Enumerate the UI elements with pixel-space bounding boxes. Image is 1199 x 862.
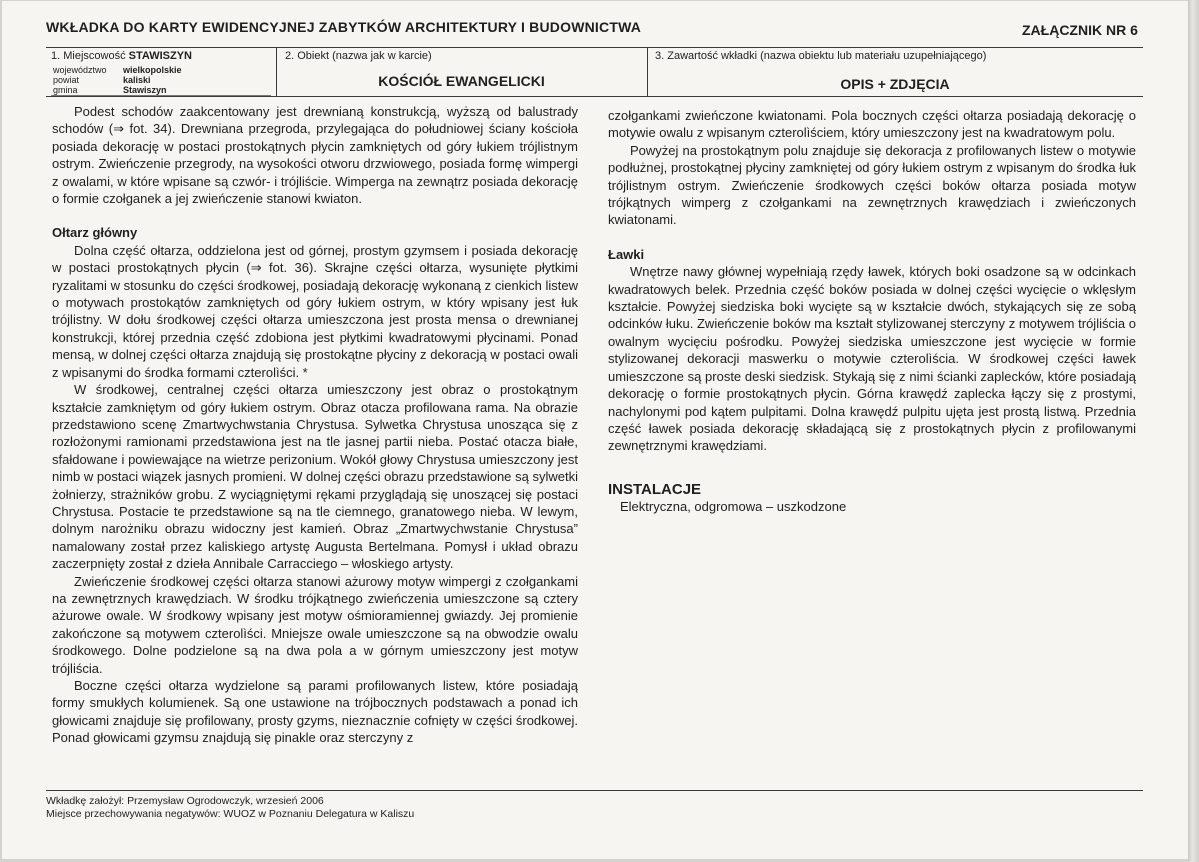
left-paragraph-5: Boczne części ołtarza wydzielone są parami profilowanych listew, które posiadają formy smukłych kolumienek. Są one ustawione na trójbocznych podstawach a ponad ich głowicami znajduje się profilowany, prosty gzyms, nieznacznie cofnięty w części środkowej. Ponad głowicami gzymsu znajdują się pinakle oraz sterczyny z — [52, 678, 578, 746]
field-location — [51, 50, 192, 62]
heading-main-altar: Ołtarz główny — [52, 225, 138, 241]
commune-value: Stawiszyn — [123, 85, 167, 95]
commune-underline — [51, 95, 271, 96]
field-object-value: KOŚCIÓŁ EWANGELICKI — [378, 73, 545, 89]
field-content-label: 3. Zawartość wkładki (nazwa obiektu lub materiału uzupełniającego) — [655, 50, 987, 62]
installations-text: Elektryczna, odgromowa – uszkodzone — [620, 499, 847, 515]
scan-edge — [1188, 0, 1199, 862]
footer-storage: Miejsce przechowywania negatywów: WUOZ w Poznaniu Delegatura w Kaliszu — [46, 808, 415, 820]
right-paragraph-3: Wnętrze nawy głównej wypełniają rzędy ławek, których boki osadzone są w odcinkach kwadratowych belek. Przednia część boków posiada w dolnej części wycięcie o wklęsłym kształcie. Powyżej siedziska boki wycięte są w kształcie dwóch, stykających się ze sobą odcinków łuku. Zwieńczenie boków ma kształt stylizowanej sterczyny z motywem trójliścia o owalnym wycięciu pośrodku. Powyżej siedziska umieszczone jest wycięcie w formie stylizowanej dekoracji maswerku o motywie czterolìścia. W środkowej części ławek umieszczone są proste deski siedzisk. Stykają się z nimi ścianki zaplecków, które posiadają dekorację o formie prostokątnych płycin. Górna krawędź zaplecka łączy się z prostymi, nachylonymi pod kątem pulpitami. Dolna krawędź pulpitu ujęta jest prostą listwą. Przednia część ławek posiada dekorację składającą się z prostokątnych płycin z profilowanymi zewnętrznymi krawędziami. — [608, 264, 1136, 454]
field-object-label: 2. Obiekt (nazwa jak w karcie) — [285, 50, 432, 62]
left-paragraph-3: W środkowej, centralnej części ołtarza umieszczony jest obraz o prostokątnym kształcie zamkniętym od góry łukiem ostrym. Obraz otacza profilowana rama. Na obrazie przedstawiono scenę Zmartwychwstania Chrystusa. Sylwetka Chrystusa unosząca się z rozłożonymi ramionami przedstawiona jest na tle jasnej partii nieba. Postać otacza białe, sfałdowane i powiewające na wietrze perizonium. Wokół głowy Chrystusa umieszczony jest nimb w postaci wiązek jasnych promieni. W dolnej części obrazu przedstawione są sylwetki żołnierzy, strażników grobu. Z wyciągniętymi rękami przyglądają się unoszącej się postaci Chrystusa. Postacie te przedstawione są na tle ciemnego, granatowego nieba. W lewym, dolnym narożniku obrazu widoczny jest kamień. Obraz „Zmartwychwstanie Chrystusa” namalowany został przez kaliskiego artystę Augusta Bertelmana. Pomysł i układ obrazu zaczerpnięty został z dzieła Annibale Carracciego – włoskiego artysty. — [52, 382, 578, 572]
field-location-label: 1. Miejscowość — [51, 50, 126, 62]
left-paragraph-2: Dolna część ołtarza, oddzielona jest od górnej, prostym gzymsem i posiada dekorację w postaci prostokątnych płycin (⇒ fot. 36). Skrajne części ołtarza, wysunięte płytkimi ryzalitami w stosunku do części środkowej, posiadają dekorację wykonaną z cienkich listew o motywach prostokątów zamkniętych od góry łukiem ostrym, w który wpisany jest łuk trójlistny. W dołu środkowej części ołtarza umieszczona jest prosta mensa o drewnianej konstrukcji, której przednia część zdobiona jest płytkimi kwadratowymi płycinami. Ponad mensą, w dolnej części ołtarza znajdują się prostokątne płyciny z dekoracją w postaci owali z wpisanymi do środka formami czterolìści. * — [52, 242, 578, 380]
commune-label: gmina — [53, 85, 78, 95]
right-paragraph-2: Powyżej na prostokątnym polu znajduje się dekoracja z profilowanych listew o motywie podłużnej, prostokątnej płyciny zamkniętej od góry łukiem ostrym z wpisanym do środka łuk trójlistnym ostrym. Zwieńczenie środkowych części boków ołtarza posiada motyw trójkątnych wimperg z czołgankami na zewnętrznych krawędziach i zwieńczonych kwiatonami. — [608, 142, 1136, 228]
county-value: kaliski — [123, 75, 151, 85]
county-label: powiat — [53, 75, 80, 85]
right-column — [608, 107, 1136, 516]
header-table-top-rule — [46, 47, 1143, 48]
left-paragraph-4: Zwieńczenie środkowej części ołtarza stanowi ażurowy motyw wimpergi z czołgankami na zewnętrznych krawędziach. W środku trójkątnego zwieńczenia umieszczone są cztery ażurowe owale. W środkowy wpisany jest motyw ośmioramiennej gwiazdy. Jej promienie zakończone są motywem czterolìści. Mniejsze owale umieszczone są na obwodzie owalu środkowego. Dolne podzielone są na dwa pola a w górnym umieszczony jest motyw trójliścia. — [52, 573, 578, 676]
voivodeship-value: wielkopolskie — [123, 65, 182, 75]
heading-pews: Ławki — [608, 246, 645, 262]
document-title: WKŁADKA DO KARTY EWIDENCYJNEJ ZABYTKÓW ARCHITEKTURY I BUDOWNICTWA — [46, 19, 642, 35]
right-paragraph-1: czołgankami zwieńczone kwiatonami. Pola bocznych części ołtarza posiadają dekorację o motywie owalu z wpisanym czterolìściem, który umieszczony jest na kwadratowym polu. — [608, 108, 1136, 141]
field-content-value: OPIS + ZDJĘCIA — [840, 76, 950, 92]
header-table-divider-1 — [276, 47, 277, 97]
left-column — [52, 103, 578, 747]
header-table-bottom-rule — [46, 96, 1143, 97]
left-paragraph-1: Podest schodów zaakcentowany jest drewnianą konstrukcją, wyższą od balustrady schodów (⇒ fot. 34). Drewniana przegroda, przylegająca do południowej ściany kościoła posiada dekorację w postaci prostokątnych płycin zamkniętych od góry łukiem trójlistnym ostrym. Zwieńczenie przegrody, na wysokości otworu drzwiowego, posiada formę wimpergi z owalami, w które wpisane są czwór- i trójliście. Wimperga na zewnątrz posiada dekorację o formie czołganek a jej zwieńczenie stanowi kwiaton. — [52, 104, 578, 207]
footer-rule — [46, 790, 1143, 791]
attachment-number: ZAŁĄCZNIK NR 6 — [1022, 22, 1138, 38]
field-location-value: STAWISZYN — [128, 50, 192, 62]
heading-installations: INSTALACJE — [608, 480, 702, 498]
footer-author: Wkładkę założył: Przemysław Ogrodowczyk, wrzesień 2006 — [46, 795, 324, 807]
voivodeship-label: województwo — [53, 65, 107, 75]
